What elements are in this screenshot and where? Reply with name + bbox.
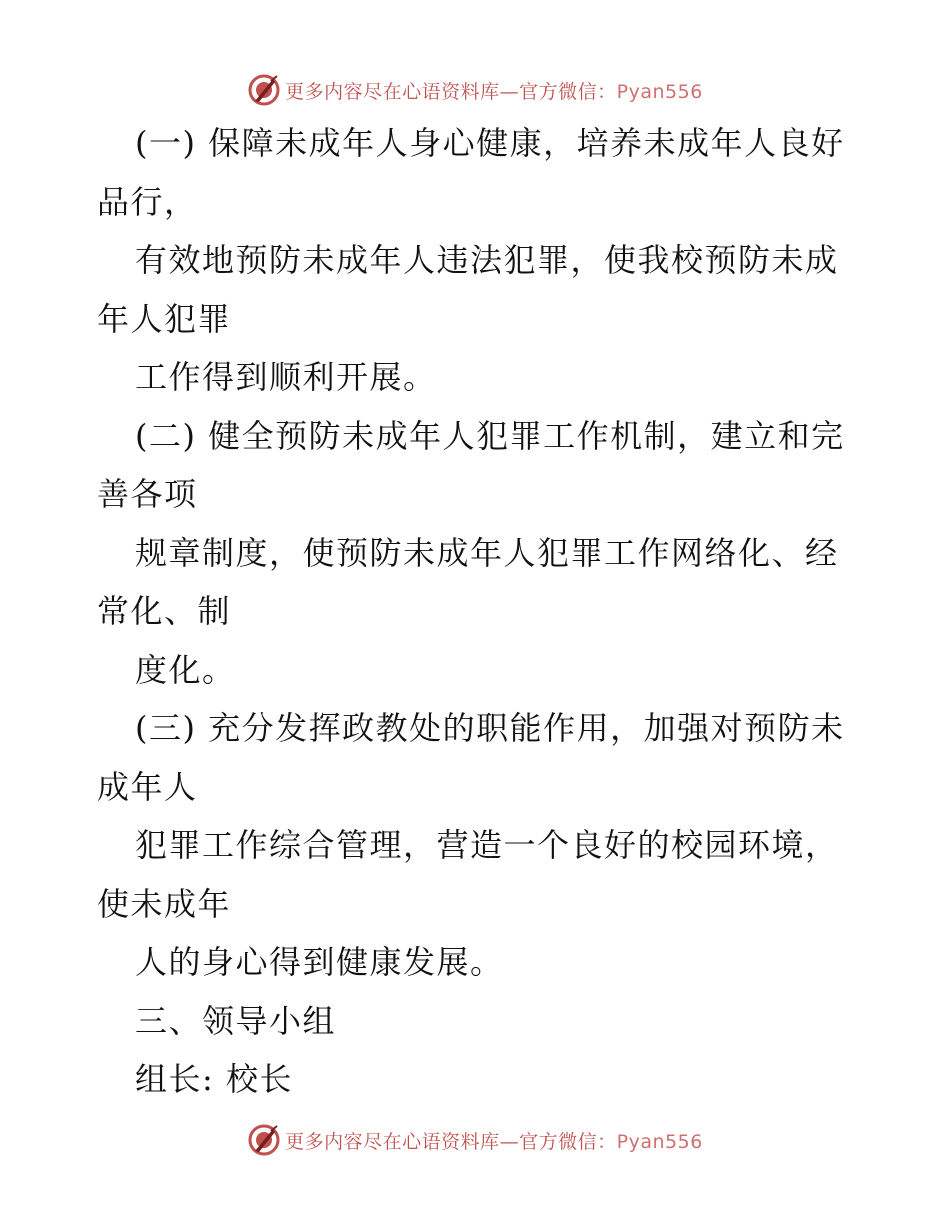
text-line: 三、领导小组 xyxy=(135,1001,337,1040)
document-body xyxy=(97,114,857,1109)
text-line: 度化。 xyxy=(135,650,236,689)
wechat-id: Pyan556 xyxy=(616,1130,703,1153)
text-line: 使未成年 xyxy=(97,884,232,923)
text-line: 有效地预防未成年人违法犯罪，使我校预防未成 xyxy=(135,241,839,279)
wechat-id: Pyan556 xyxy=(616,80,703,103)
text-line: 犯罪工作综合管理，营造一个良好的校园环境， xyxy=(135,826,839,864)
text-line: 年人犯罪 xyxy=(97,299,232,338)
text-line: 成年人 xyxy=(97,767,198,806)
text-line: 工作得到顺利开展。 xyxy=(135,358,437,396)
quill-seal-logo-icon xyxy=(247,1123,281,1157)
text-line: (二) 健全预防未成年人犯罪工作机制，建立和完 xyxy=(135,416,845,455)
text-line: 规章制度，使预防未成年人犯罪工作网络化、经 xyxy=(135,533,839,572)
text-line: 品行， xyxy=(97,182,198,221)
header-watermark-banner xyxy=(0,70,950,110)
text-line: (一) 保障未成年人身心健康，培养未成年人良好 xyxy=(135,124,845,162)
text-line: 人的身心得到健康发展。 xyxy=(135,943,504,981)
text-line: 组长: 校长 xyxy=(135,1060,293,1098)
text-line: 常化、制 xyxy=(97,592,232,630)
text-line: 善各项 xyxy=(97,475,198,513)
footer-watermark-banner xyxy=(0,1120,950,1160)
quill-seal-logo-icon xyxy=(247,73,281,107)
text-line: (三) 充分发挥政教处的职能作用，加强对预防未 xyxy=(135,709,845,747)
banner-text: 更多内容尽在心语资料库—官方微信：Pyan556 xyxy=(285,1130,703,1153)
banner-text: 更多内容尽在心语资料库—官方微信：Pyan556 xyxy=(285,80,703,103)
